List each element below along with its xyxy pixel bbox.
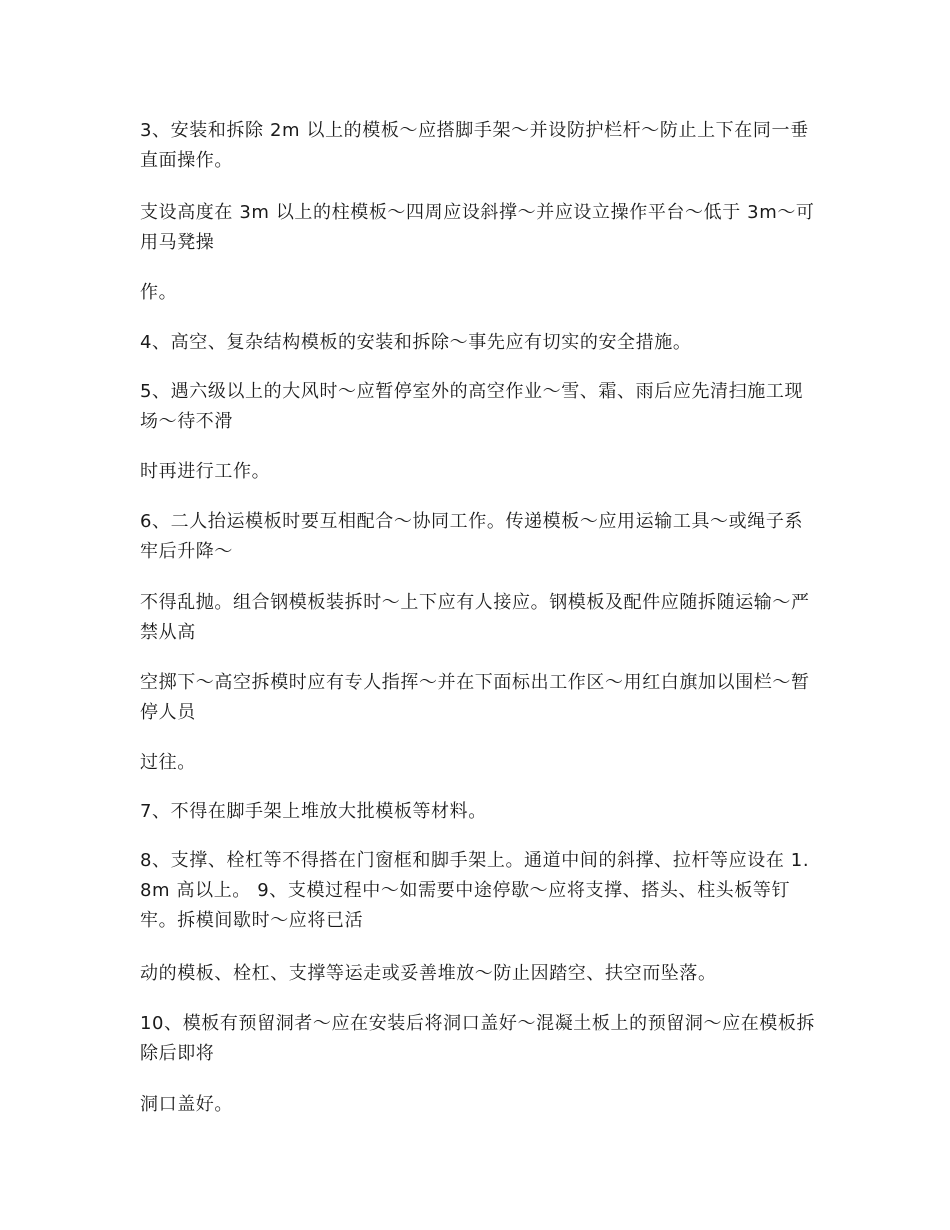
paragraph-continuation: 时再进行工作。 bbox=[140, 461, 271, 482]
paragraph-continuation: 洞口盖好。 bbox=[140, 1094, 233, 1115]
paragraph-item-7: 7、不得在脚手架上堆放大批模板等材料。 bbox=[140, 801, 487, 822]
paragraph-continuation: 作。 bbox=[140, 282, 178, 303]
paragraph-item-10: 10、模板有预留洞者～应在安装后将洞口盖好～混凝土板上的预留洞～应在模板拆除后即将 bbox=[140, 1013, 816, 1064]
paragraph-continuation: 过往。 bbox=[140, 752, 196, 773]
paragraph-column-support: 支设高度在 3m 以上的柱模板～四周应设斜撑～并应设立操作平台～低于 3m～可用马凳操 bbox=[140, 202, 815, 253]
paragraph-item-3: 3、安装和拆除 2m 以上的模板～应搭脚手架～并设防护栏杆～防止上下在同一垂直面操作。 bbox=[140, 120, 809, 171]
paragraph-item-5: 5、遇六级以上的大风时～应暂停室外的高空作业～雪、霜、雨后应先清扫施工现场～待不滑 bbox=[140, 381, 804, 432]
paragraph-continuation: 不得乱抛。组合钢模板装拆时～上下应有人接应。钢模板及配件应随拆随运输～严禁从高 bbox=[140, 592, 810, 643]
paragraph-item-4: 4、高空、复杂结构模板的安装和拆除～事先应有切实的安全措施。 bbox=[140, 332, 692, 353]
paragraph-item-8-9: 8、支撑、栓杠等不得搭在门窗框和脚手架上。通道中间的斜撑、拉杆等应设在 1.8m 高以上。 9、支模过程中～如需要中途停歇～应将支撑、搭头、柱头板等钉牢。拆模间歇时～应将已活 bbox=[140, 850, 810, 931]
paragraph-continuation: 动的模板、栓杠、支撑等运走或妥善堆放～防止因踏空、扶空而坠落。 bbox=[140, 963, 717, 984]
paragraph-item-6: 6、二人抬运模板时要互相配合～协同工作。传递模板～应用运输工具～或绳子系牢后升降～ bbox=[140, 511, 804, 562]
paragraph-continuation: 空掷下～高空拆模时应有专人指挥～并在下面标出工作区～用红白旗加以围栏～暂停人员 bbox=[140, 672, 810, 723]
